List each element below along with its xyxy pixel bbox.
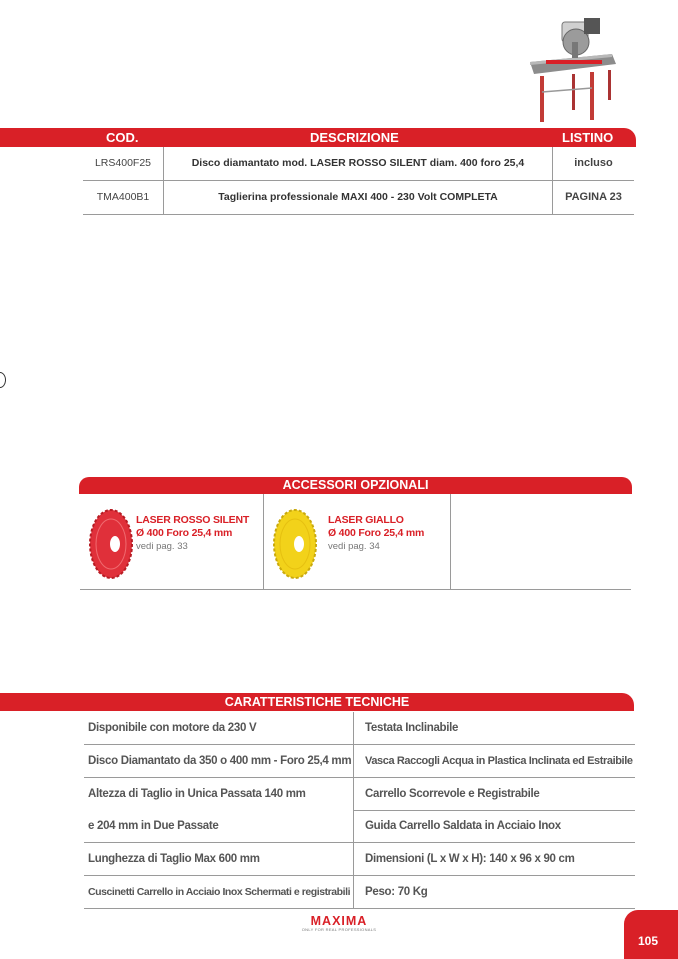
accessories-box — [80, 494, 631, 590]
product-description: Disco diamantato mod. LASER ROSSO SILENT diam. 400 foro 25,4 — [164, 147, 553, 180]
logo-tagline: ONLY FOR REAL PROFESSIONALS — [301, 927, 377, 932]
product-description: Taglierina professionale MAXI 400 - 230 Volt COMPLETA — [164, 181, 553, 214]
technical-row — [84, 876, 635, 909]
accessory-name: LASER ROSSO SILENT — [136, 514, 250, 526]
product-price: incluso — [574, 157, 613, 169]
maxima-logo — [295, 914, 383, 932]
spec-right: Carrello Scorrevole e Registrabile — [365, 788, 540, 800]
header-code: COD. — [106, 130, 139, 145]
accessories-header: ACCESSORI OPZIONALI — [79, 477, 632, 494]
spec-left: e 204 mm in Due Passate — [88, 820, 219, 832]
spec-left: Altezza di Taglio in Unica Passata 140 mm — [88, 788, 306, 800]
technical-row — [84, 712, 635, 745]
accessory-ref: vedi pag. 34 — [328, 541, 380, 552]
page-number: 105 — [638, 934, 659, 948]
accessory-ref: vedi pag. 33 — [136, 541, 188, 552]
product-row — [83, 147, 634, 181]
technical-row — [84, 810, 635, 843]
accessory-spec: Ø 400 Foro 25,4 mm — [328, 527, 425, 539]
product-table-header — [0, 128, 636, 147]
technical-row — [84, 745, 635, 778]
accessory-name: LASER GIALLO — [328, 514, 404, 526]
spec-left: Cuscinetti Carrello in Acciaio Inox Schermati e registrabili — [88, 886, 351, 898]
product-code: LRS400F25 — [83, 147, 164, 180]
spec-right: Testata Inclinabile — [365, 722, 459, 734]
product-row — [83, 181, 634, 215]
spec-left: Disponibile con motore da 230 V — [88, 722, 257, 734]
spec-right: Dimensioni (L x W x H): 140 x 96 x 90 cm — [365, 853, 575, 865]
accessory-item — [80, 494, 264, 589]
diamond-disc-yellow-image — [272, 508, 318, 580]
product-price: PAGINA 23 — [565, 191, 622, 203]
margin-mark — [0, 372, 6, 388]
header-price: LISTINO — [562, 130, 614, 145]
tile-saw-machine-image — [526, 14, 618, 124]
accessory-spec: Ø 400 Foro 25,4 mm — [136, 527, 233, 539]
technical-header: CARATTERISTICHE TECNICHE — [0, 693, 634, 711]
spec-left: Disco Diamantato da 350 o 400 mm - Foro 25,4 mm — [88, 755, 352, 767]
page-number-tab — [624, 910, 678, 959]
accessory-item — [264, 494, 451, 589]
technical-table — [84, 712, 635, 909]
product-code: TMA400B1 — [83, 181, 164, 214]
spec-left: Lunghezza di Taglio Max 600 mm — [88, 853, 260, 865]
diamond-disc-red-image — [88, 508, 134, 580]
spec-right: Vasca Raccogli Acqua in Plastica Inclinata ed Estraibile — [365, 755, 633, 767]
logo-name: MAXIMA — [310, 914, 368, 928]
spec-right: Peso: 70 Kg — [365, 886, 428, 898]
spec-right: Guida Carrello Saldata in Acciaio Inox — [365, 820, 561, 832]
technical-row — [84, 778, 635, 810]
technical-row — [84, 843, 635, 876]
header-description: DESCRIZIONE — [310, 130, 399, 145]
